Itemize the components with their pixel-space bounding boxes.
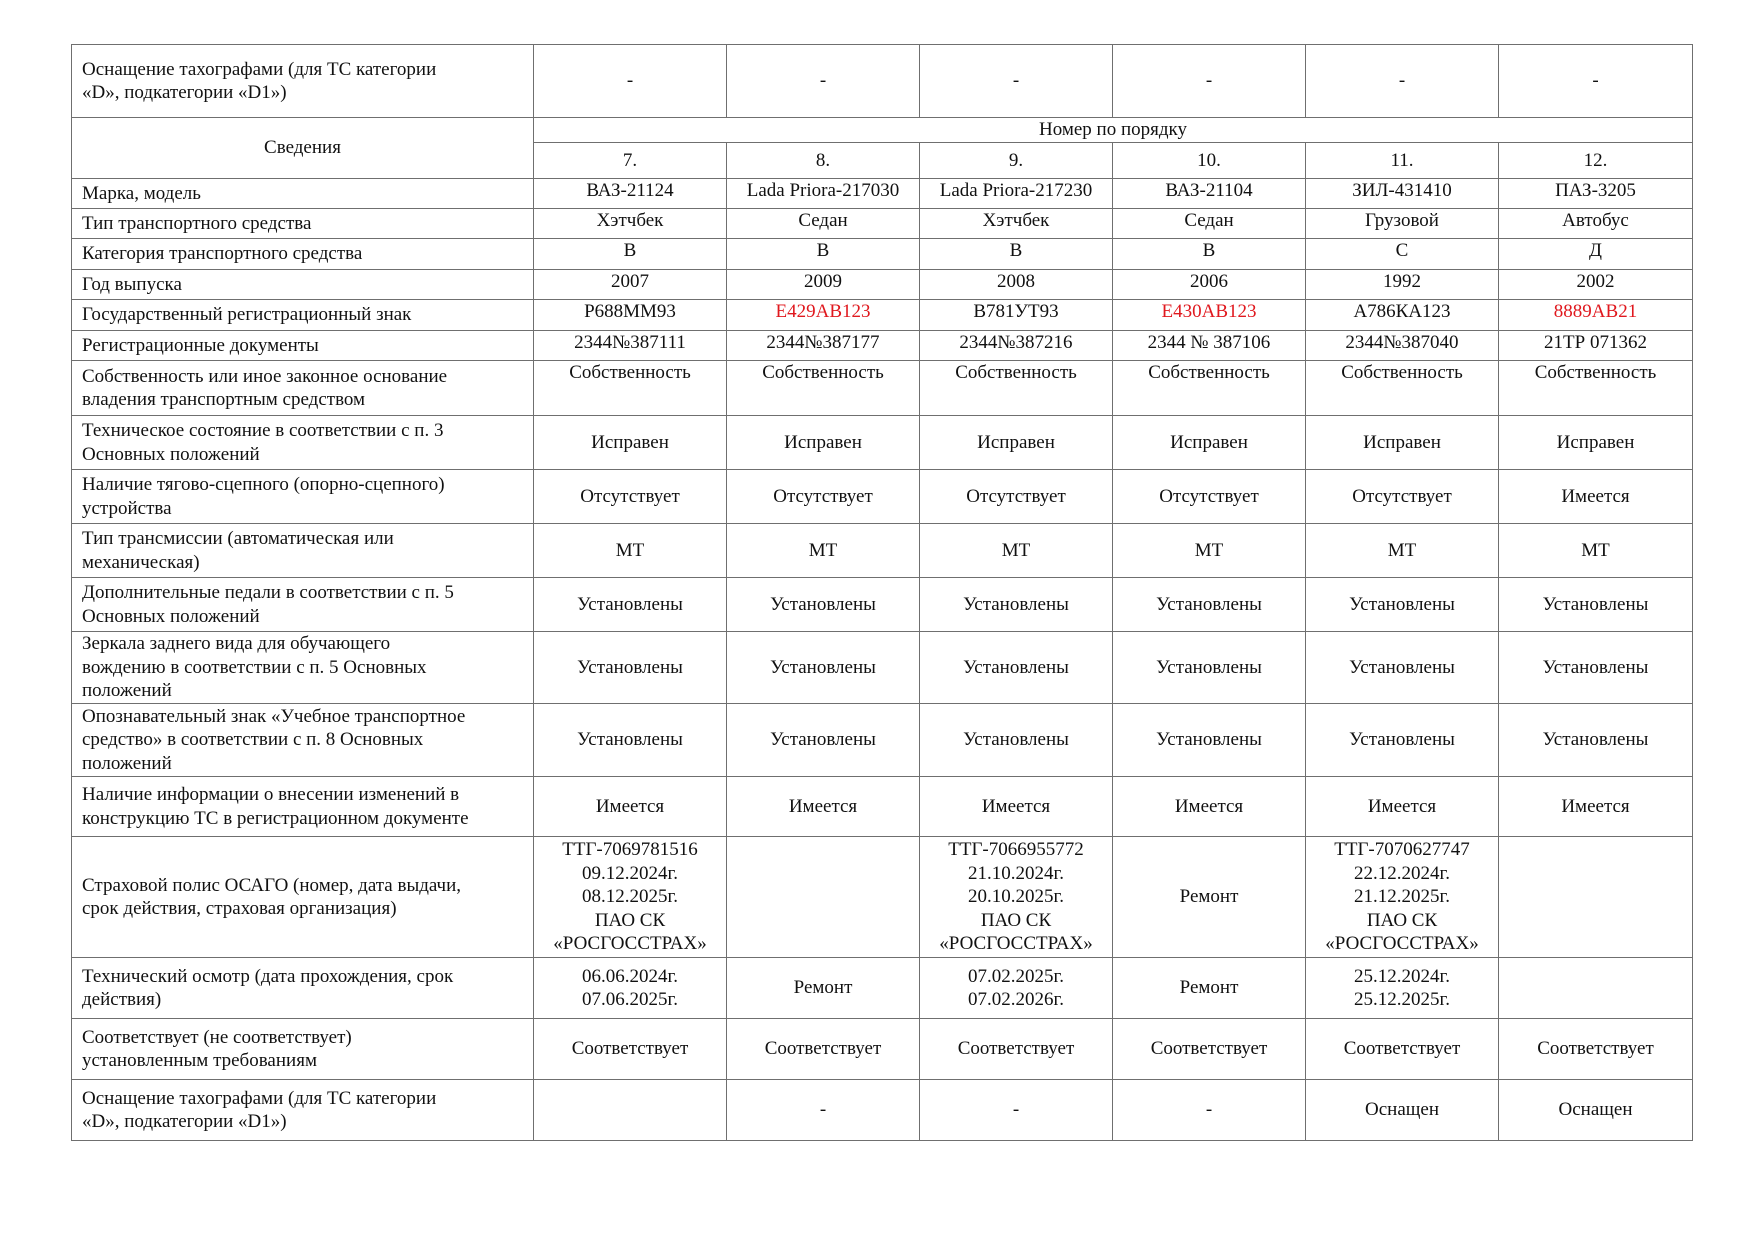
- row-label-year: Год выпуска: [72, 270, 534, 300]
- cell-compliance: Соответствует: [727, 1019, 920, 1080]
- row-label-top-tachograph: Оснащение тахографами (для ТС категории «D», подкатегории «D1»): [72, 45, 534, 118]
- cell-inspection: 07.02.2025г. 07.02.2026г.: [920, 958, 1113, 1019]
- row-label-tachograph: Оснащение тахографами (для ТС категории «D», подкатегории «D1»): [72, 1080, 534, 1141]
- row-label-mirrors: Зеркала заднего вида для обучающего вождению в соответствии с п. 5 Основных положений: [72, 632, 534, 704]
- cell-tachograph: -: [1113, 1080, 1306, 1141]
- cell-tech-state: Исправен: [1113, 416, 1306, 470]
- cell-changes-info: Имеется: [1499, 777, 1693, 837]
- cell-plate: В781УТ93: [920, 300, 1113, 331]
- row-label-tech-state: Техническое состояние в соответствии с п. 3 Основных положений: [72, 416, 534, 470]
- table-row-inspection: [72, 958, 1693, 1019]
- cell-inspection: 25.12.2024г. 25.12.2025г.: [1306, 958, 1499, 1019]
- header-row: [72, 118, 1693, 143]
- row-label-transmission: Тип трансмиссии (автоматическая или механическая): [72, 524, 534, 578]
- cell-tachograph: Оснащен: [1306, 1080, 1499, 1141]
- cell-inspection: Ремонт: [727, 958, 920, 1019]
- cell-osago: [727, 837, 920, 958]
- table-row-changes-info: [72, 777, 1693, 837]
- cell-year: 1992: [1306, 270, 1499, 300]
- cell-osago: ТТГ-7066955772 21.10.2024г. 20.10.2025г. ПАО СК «РОСГОССТРАХ»: [920, 837, 1113, 958]
- cell-vehicle-category: В: [920, 239, 1113, 270]
- cell-tachograph: -: [727, 1080, 920, 1141]
- cell-hitch: Отсутствует: [1113, 470, 1306, 524]
- cell-vehicle-type: Автобус: [1499, 209, 1693, 239]
- cell-osago: ТТГ-7070627747 22.12.2024г. 21.12.2025г. ПАО СК «РОСГОССТРАХ»: [1306, 837, 1499, 958]
- cell-tech-state: Исправен: [920, 416, 1113, 470]
- table-row-vehicle-category: [72, 239, 1693, 270]
- cell-tachograph: Оснащен: [1499, 1080, 1693, 1141]
- cell-mirrors: Установлены: [920, 632, 1113, 704]
- cell-year: 2008: [920, 270, 1113, 300]
- cell-vehicle-category: В: [534, 239, 727, 270]
- cell-pedals: Установлены: [1113, 578, 1306, 632]
- cell-ownership: Собственность: [1499, 361, 1693, 416]
- cell-tech-state: Исправен: [1499, 416, 1693, 470]
- cell-transmission: МТ: [727, 524, 920, 578]
- cell-reg-docs: 21ТР 071362: [1499, 331, 1693, 361]
- cell: -: [1306, 45, 1499, 118]
- row-label-reg-docs: Регистрационные документы: [72, 331, 534, 361]
- table-row-pedals: [72, 578, 1693, 632]
- cell-plate: А786КА123: [1306, 300, 1499, 331]
- cell-sign: Установлены: [1499, 704, 1693, 777]
- header-label: Сведения: [72, 118, 534, 179]
- cell-changes-info: Имеется: [1306, 777, 1499, 837]
- cell-reg-docs: 2344№387111: [534, 331, 727, 361]
- cell-hitch: Отсутствует: [1306, 470, 1499, 524]
- cell-model: ВАЗ-21104: [1113, 179, 1306, 209]
- cell-vehicle-category: Д: [1499, 239, 1693, 270]
- cell-reg-docs: 2344№387177: [727, 331, 920, 361]
- row-label-hitch: Наличие тягово-сцепного (опорно-сцепного) устройства: [72, 470, 534, 524]
- table-row-tech-state: [72, 416, 1693, 470]
- table-row-sign: [72, 704, 1693, 777]
- cell-transmission: МТ: [1113, 524, 1306, 578]
- header-group-title: Номер по порядку: [534, 118, 1693, 143]
- cell-mirrors: Установлены: [534, 632, 727, 704]
- cell-mirrors: Установлены: [727, 632, 920, 704]
- table-row-vehicle-type: [72, 209, 1693, 239]
- row-label-vehicle-category: Категория транспортного средства: [72, 239, 534, 270]
- cell-compliance: Соответствует: [534, 1019, 727, 1080]
- table-row-osago: [72, 837, 1693, 958]
- table-row-year: [72, 270, 1693, 300]
- cell-ownership: Собственность: [534, 361, 727, 416]
- cell-model: ЗИЛ-431410: [1306, 179, 1499, 209]
- cell-ownership: Собственность: [727, 361, 920, 416]
- cell-pedals: Установлены: [1306, 578, 1499, 632]
- cell: -: [727, 45, 920, 118]
- cell-vehicle-type: Седан: [1113, 209, 1306, 239]
- cell-sign: Установлены: [1113, 704, 1306, 777]
- cell: -: [1499, 45, 1693, 118]
- table-row-reg-docs: [72, 331, 1693, 361]
- table-row-transmission: [72, 524, 1693, 578]
- cell-year: 2007: [534, 270, 727, 300]
- cell-compliance: Соответствует: [1113, 1019, 1306, 1080]
- table-row-compliance: [72, 1019, 1693, 1080]
- cell-transmission: МТ: [1306, 524, 1499, 578]
- cell-inspection: Ремонт: [1113, 958, 1306, 1019]
- cell-osago: [1499, 837, 1693, 958]
- table-row-hitch: [72, 470, 1693, 524]
- cell-pedals: Установлены: [534, 578, 727, 632]
- header-number: 11.: [1306, 143, 1499, 179]
- cell-model: Lada Priora-217230: [920, 179, 1113, 209]
- cell-compliance: Соответствует: [1306, 1019, 1499, 1080]
- cell-plate: Р688ММ93: [534, 300, 727, 331]
- cell-pedals: Установлены: [920, 578, 1113, 632]
- cell-vehicle-category: С: [1306, 239, 1499, 270]
- cell-transmission: МТ: [1499, 524, 1693, 578]
- row-label-inspection: Технический осмотр (дата прохождения, срок действия): [72, 958, 534, 1019]
- cell-model: ВАЗ-21124: [534, 179, 727, 209]
- cell-year: 2006: [1113, 270, 1306, 300]
- cell-compliance: Соответствует: [920, 1019, 1113, 1080]
- cell-vehicle-type: Седан: [727, 209, 920, 239]
- cell-changes-info: Имеется: [1113, 777, 1306, 837]
- vehicle-table: [71, 44, 1693, 1141]
- cell-year: 2002: [1499, 270, 1693, 300]
- cell-model: Lada Priora-217030: [727, 179, 920, 209]
- cell-vehicle-type: Хэтчбек: [534, 209, 727, 239]
- cell-hitch: Имеется: [1499, 470, 1693, 524]
- cell-vehicle-type: Хэтчбек: [920, 209, 1113, 239]
- cell-hitch: Отсутствует: [920, 470, 1113, 524]
- cell-plate: Е429АВ123: [727, 300, 920, 331]
- row-label-plate: Государственный регистрационный знак: [72, 300, 534, 331]
- cell-compliance: Соответствует: [1499, 1019, 1693, 1080]
- table-row-plate: [72, 300, 1693, 331]
- row-label-sign: Опознавательный знак «Учебное транспортное средство» в соответствии с п. 8 Основных положений: [72, 704, 534, 777]
- row-label-pedals: Дополнительные педали в соответствии с п. 5 Основных положений: [72, 578, 534, 632]
- cell-tech-state: Исправен: [534, 416, 727, 470]
- cell-tech-state: Исправен: [727, 416, 920, 470]
- cell-inspection: [1499, 958, 1693, 1019]
- cell-hitch: Отсутствует: [534, 470, 727, 524]
- cell-changes-info: Имеется: [727, 777, 920, 837]
- cell-year: 2009: [727, 270, 920, 300]
- table-row-model: [72, 179, 1693, 209]
- table-row: [72, 45, 1693, 118]
- cell-tech-state: Исправен: [1306, 416, 1499, 470]
- cell-vehicle-type: Грузовой: [1306, 209, 1499, 239]
- cell-inspection: 06.06.2024г. 07.06.2025г.: [534, 958, 727, 1019]
- cell-plate: Е430АВ123: [1113, 300, 1306, 331]
- header-number: 9.: [920, 143, 1113, 179]
- cell-reg-docs: 2344№387216: [920, 331, 1113, 361]
- cell-reg-docs: 2344№387040: [1306, 331, 1499, 361]
- cell-changes-info: Имеется: [920, 777, 1113, 837]
- cell-sign: Установлены: [920, 704, 1113, 777]
- cell-osago: ТТГ-7069781516 09.12.2024г. 08.12.2025г. ПАО СК «РОСГОССТРАХ»: [534, 837, 727, 958]
- row-label-model: Марка, модель: [72, 179, 534, 209]
- cell-vehicle-category: В: [727, 239, 920, 270]
- cell-mirrors: Установлены: [1306, 632, 1499, 704]
- cell-ownership: Собственность: [920, 361, 1113, 416]
- row-label-changes-info: Наличие информации о внесении изменений в конструкцию ТС в регистрационном документе: [72, 777, 534, 837]
- cell-ownership: Собственность: [1306, 361, 1499, 416]
- cell-mirrors: Установлены: [1499, 632, 1693, 704]
- cell: -: [920, 45, 1113, 118]
- table-row-tachograph: [72, 1080, 1693, 1141]
- cell-tachograph: -: [920, 1080, 1113, 1141]
- cell-tachograph: [534, 1080, 727, 1141]
- cell-vehicle-category: В: [1113, 239, 1306, 270]
- row-label-osago: Страховой полис ОСАГО (номер, дата выдачи, срок действия, страховая организация): [72, 837, 534, 958]
- header-number: 10.: [1113, 143, 1306, 179]
- table-row-ownership: [72, 361, 1693, 416]
- header-number: 8.: [727, 143, 920, 179]
- cell-sign: Установлены: [534, 704, 727, 777]
- cell-ownership: Собственность: [1113, 361, 1306, 416]
- cell-osago: Ремонт: [1113, 837, 1306, 958]
- cell-hitch: Отсутствует: [727, 470, 920, 524]
- cell-transmission: МТ: [920, 524, 1113, 578]
- row-label-vehicle-type: Тип транспортного средства: [72, 209, 534, 239]
- cell: -: [534, 45, 727, 118]
- cell: -: [1113, 45, 1306, 118]
- cell-model: ПАЗ-3205: [1499, 179, 1693, 209]
- cell-transmission: МТ: [534, 524, 727, 578]
- header-number: 7.: [534, 143, 727, 179]
- cell-changes-info: Имеется: [534, 777, 727, 837]
- table-row-mirrors: [72, 632, 1693, 704]
- cell-plate: 8889АВ21: [1499, 300, 1693, 331]
- cell-pedals: Установлены: [1499, 578, 1693, 632]
- cell-pedals: Установлены: [727, 578, 920, 632]
- row-label-ownership: Собственность или иное законное основание владения транспортным средством: [72, 361, 534, 416]
- cell-sign: Установлены: [1306, 704, 1499, 777]
- cell-mirrors: Установлены: [1113, 632, 1306, 704]
- row-label-compliance: Соответствует (не соответствует) установленным требованиям: [72, 1019, 534, 1080]
- header-number: 12.: [1499, 143, 1693, 179]
- cell-reg-docs: 2344 № 387106: [1113, 331, 1306, 361]
- cell-sign: Установлены: [727, 704, 920, 777]
